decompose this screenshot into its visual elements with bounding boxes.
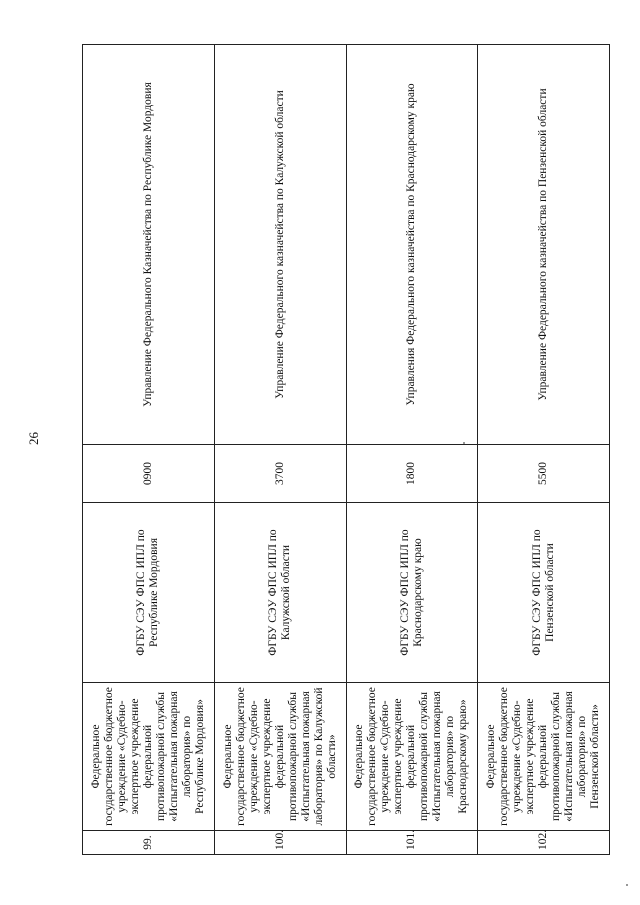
institutions-table bbox=[82, 44, 610, 855]
treasury-department: Управление Федерального казначейства по Пензенской области bbox=[478, 45, 610, 445]
institution-short-name: ФГБУ СЭУ ФПС ИПЛ по Калужской области bbox=[214, 503, 346, 683]
institution-code: 5500 bbox=[478, 445, 610, 503]
institution-code: 0900 bbox=[83, 445, 215, 503]
institution-full-name: Федеральное государственное бюджетное учреждение «Судебно-экспертное учреждение федеральной противопожарной службы «Испытательная пожарная лаборатория» по Пензенской области» bbox=[478, 683, 610, 831]
treasury-department: Управление Федерального Казначейства по Республике Мордовия bbox=[83, 45, 215, 445]
scan-speck bbox=[626, 884, 628, 886]
row-number: 99. bbox=[83, 831, 215, 855]
institution-short-name: ФГБУ СЭУ ФПС ИПЛ по Краснодарскому краю bbox=[346, 503, 478, 683]
institution-full-name: Федеральное государственное бюджетное учреждение «Судебно-экспертное учреждение федеральной противопожарной службы «Испытательная пожарная лаборатория» по Калужской области» bbox=[214, 683, 346, 831]
rotated-table-container bbox=[82, 45, 610, 855]
page-number: 26 bbox=[26, 432, 41, 445]
table-row bbox=[478, 45, 610, 855]
table-row bbox=[83, 45, 215, 855]
table-row bbox=[214, 45, 346, 855]
treasury-department: Управления Федерального казначейства по Краснодарскому краю bbox=[346, 45, 478, 445]
treasury-department: Управление Федерального казначейства по Калужской области bbox=[214, 45, 346, 445]
institution-full-name: Федеральное государственное бюджетное учреждение «Судебно-экспертное учреждение федеральной противопожарной службы «Испытательная пожарная лаборатория» по Республике Мордовия» bbox=[83, 683, 215, 831]
institution-code: 3700 bbox=[214, 445, 346, 503]
row-number: 102. bbox=[478, 831, 610, 855]
institution-full-name: Федеральное государственное бюджетное учреждение «Судебно-экспертное учреждение федеральной противопожарной службы «Испытательная пожарная лаборатория» по Краснодарскому краю» bbox=[346, 683, 478, 831]
institution-code: 1800 bbox=[346, 445, 478, 503]
table-row bbox=[346, 45, 478, 855]
row-number: 101. bbox=[346, 831, 478, 855]
scan-speck bbox=[463, 442, 465, 444]
row-number: 100. bbox=[214, 831, 346, 855]
institution-short-name: ФГБУ СЭУ ФПС ИПЛ по Пензенской области bbox=[478, 503, 610, 683]
institution-short-name: ФГБУ СЭУ ФПС ИПЛ по Республике Мордовия bbox=[83, 503, 215, 683]
